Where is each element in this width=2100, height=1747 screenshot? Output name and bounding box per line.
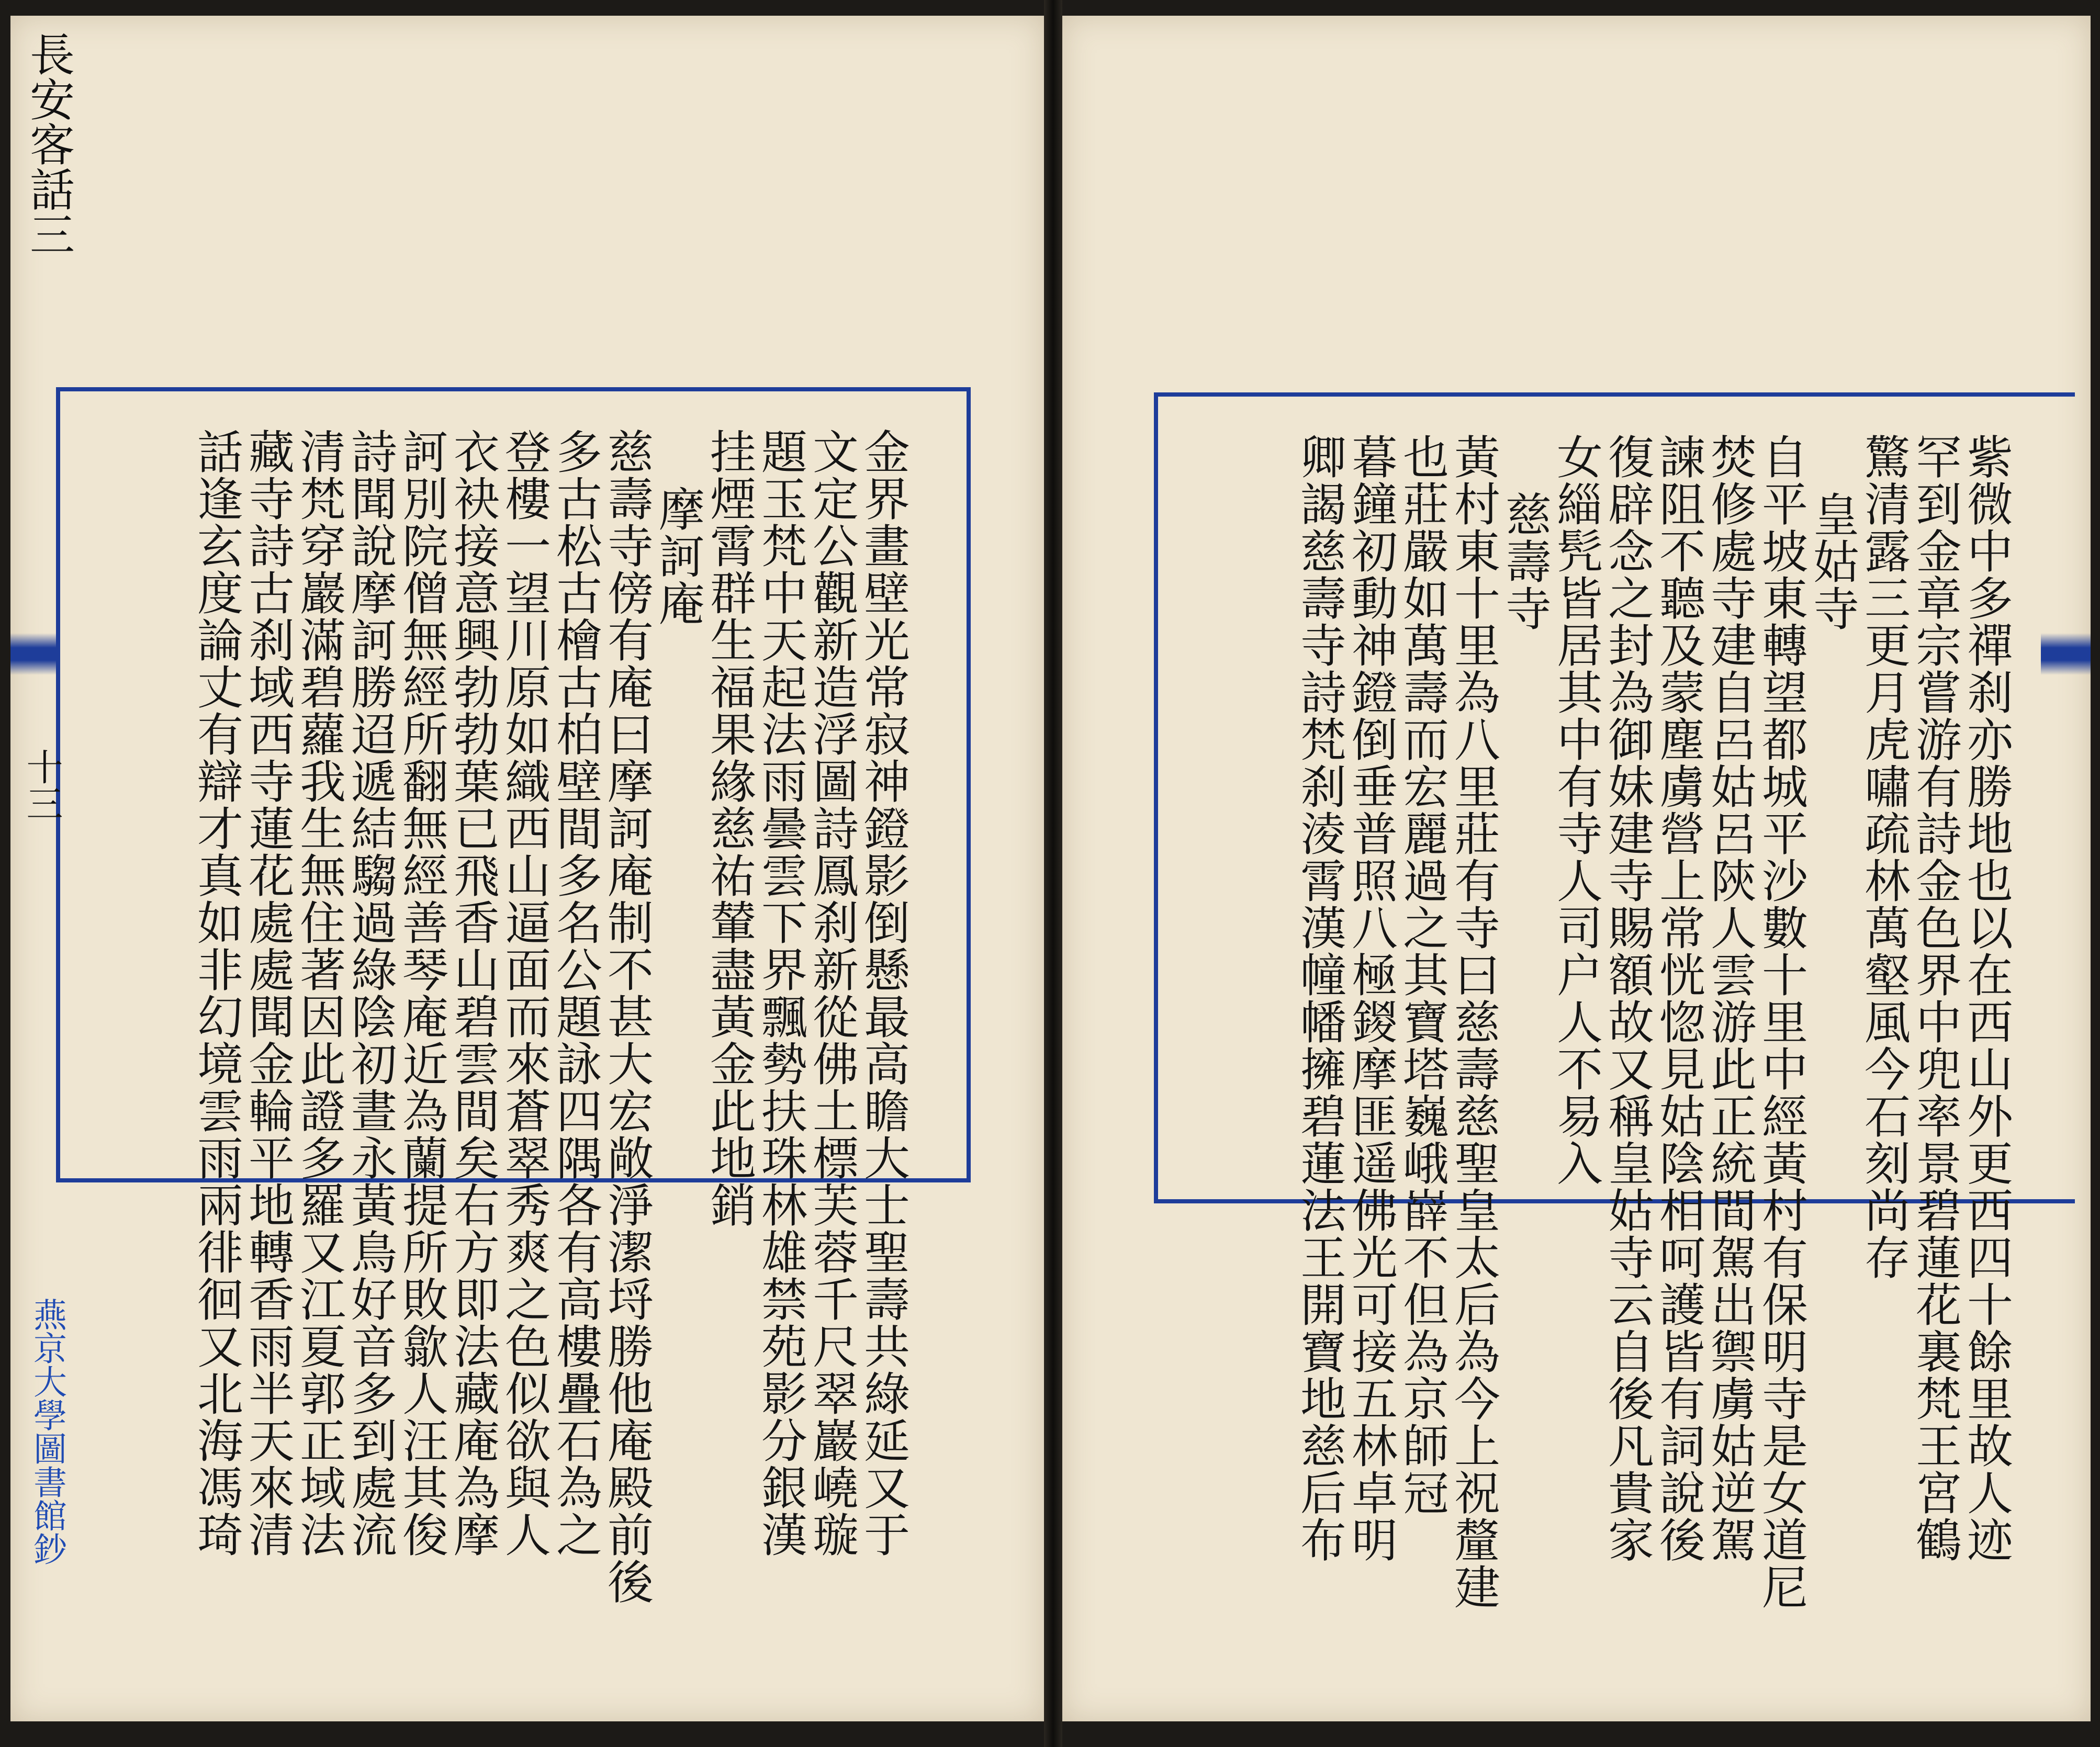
fishtail-mark: [10, 633, 60, 675]
text-column: 多古松古檜古柏壁間多名公題詠四隅各有高樓疊石為之: [549, 428, 603, 1558]
text-column: 挂煙霄群生福果緣慈祐輦盡黃金此地銷: [703, 428, 757, 1228]
text-column: 自平坡東轉望都城平沙數十里中經黃村有保明寺是女道尼: [1755, 433, 1809, 1610]
text-column: 摩訶庵: [652, 486, 705, 627]
text-column: 藏寺詩古刹域西寺蓮花處處聞金輪平地轉香雨半天來清: [241, 428, 295, 1558]
text-column: 慈壽寺: [1498, 491, 1552, 632]
text-column: 女緇髠皆居其中有寺人司户人不易入: [1549, 433, 1603, 1187]
text-column: 詩聞說摩訶勝迢遞結騶過綠陰初晝永黃鳥好音多到處流: [344, 428, 398, 1558]
text-column: 訶別院僧無經所翻無經善琴庵近為蘭提所敗歙人汪其俊: [395, 428, 449, 1558]
text-column: 紫微中多禪刹亦勝地也以在西山外更西四十餘里故人迹: [1960, 433, 2014, 1563]
folio-number: 十三: [20, 748, 63, 821]
text-column: 也莊嚴如萬壽而宏麗過之其寶塔巍峨嶭不但為京師冠: [1396, 433, 1450, 1516]
text-column: 文定公觀新造浮圖詩鳳刹新從佛土標芙蓉千尺翠巖嶢璇: [805, 428, 859, 1558]
library-stamp: 燕京大學圖書館鈔: [28, 1298, 66, 1565]
text-column: 慈壽寺傍有庵曰摩訶庵制不甚大宏敞淨潔埒勝他庵殿前後: [600, 428, 654, 1605]
text-column: 話逢玄度論丈有辯才真如非幻境雲雨兩徘徊又北海馮琦: [190, 428, 244, 1558]
text-column: 黃村東十里為八里莊有寺曰慈壽慈聖皇太后為今上祝釐建: [1447, 433, 1501, 1610]
book-title-margin: 長安客話三: [22, 31, 74, 256]
text-columns: [1169, 397, 2014, 1610]
text-column: 驚清露三更月虎嘯疏林萬壑風今石刻尚存: [1857, 433, 1911, 1281]
left-page: [10, 16, 1044, 1721]
text-column: 題玉梵中天起法雨曇雲下界飄勢扶珠林雄禁苑影分銀漢: [754, 428, 808, 1558]
text-column: 登樓一望川原如織西山逼面而來蒼翠秀爽之色似欲與人: [498, 428, 552, 1558]
right-page: [1062, 16, 2091, 1721]
text-frame: [1154, 392, 2075, 1610]
text-column: 金界畫壁光常寂神鐙影倒懸最高瞻大士聖壽共綠延又于: [857, 428, 911, 1558]
text-column: 衣袂接意興勃勃葉已飛香山碧雲間矣右方即法藏庵為摩: [446, 428, 500, 1558]
text-column: 罕到金章宗嘗游有詩金色界中兜率景碧蓮花裏梵王宮鶴: [1908, 433, 1962, 1563]
text-column: 清梵穿巖滿碧蘿我生無住著因此證多羅又江夏郭正域法: [293, 428, 346, 1558]
text-frame: [60, 387, 971, 1605]
text-column: 焚修處寺建自呂姑呂陝人雲游此正統間駕出禦虜姑逆駕: [1703, 433, 1757, 1563]
text-column: 暮鐘初動神鐙倒垂普照八極鍐摩匪遥佛光可接五林卓明: [1344, 433, 1398, 1563]
book-gutter: [1044, 0, 1062, 1747]
text-columns: [60, 391, 911, 1605]
text-column: 諫阻不聽及蒙塵虜營上常恍惚見姑陰相呵護皆有詞說後: [1652, 433, 1706, 1563]
text-column: 復辟念之封為御妹建寺賜額故又稱皇姑寺云自後凡貴家: [1601, 433, 1655, 1563]
text-column: 皇姑寺: [1806, 491, 1860, 632]
text-column: 卿謁慈壽寺詩梵刹淩霄漢幢幡擁碧蓮法王開寶地慈后布: [1293, 433, 1347, 1563]
